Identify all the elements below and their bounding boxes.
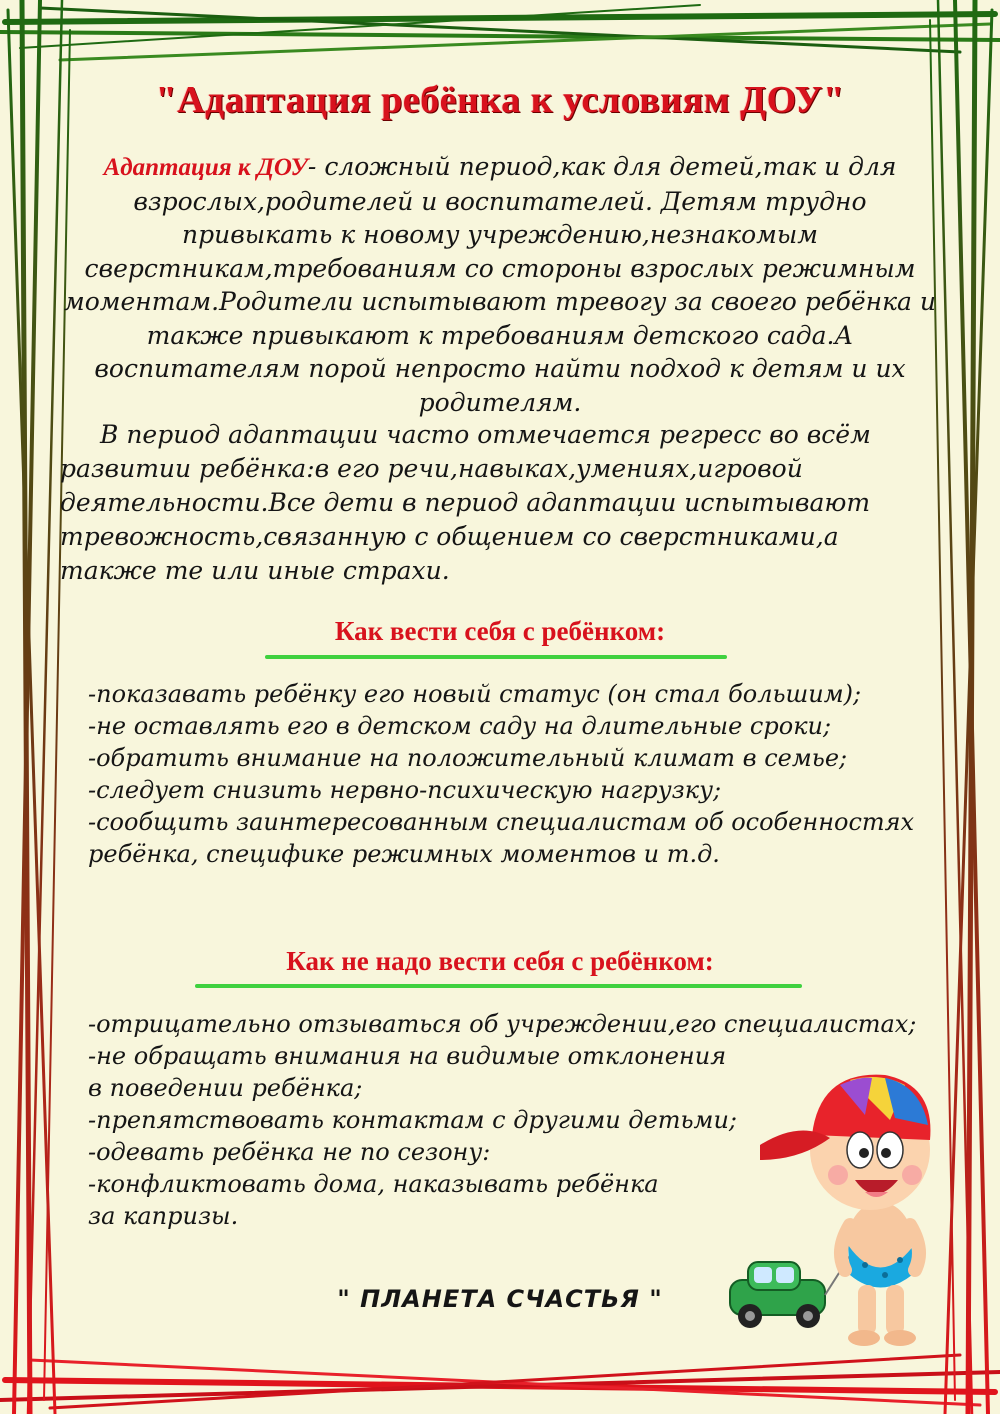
regression-paragraph	[60, 418, 940, 588]
list-item: -одевать ребёнка не по сезону:	[88, 1138, 491, 1166]
footer-signature: " ПЛАНЕТА СЧАСТЬЯ "	[337, 1285, 663, 1313]
list-item: -показавать ребёнку его новый статус (он стал большим);	[88, 680, 862, 708]
list-item: -препятствовать контактам с другими детьми;	[88, 1106, 737, 1134]
list-item: -следует снизить нервно-психическую нагрузку;	[88, 776, 722, 804]
intro-lead: Адаптация к ДОУ	[103, 154, 308, 181]
heading-how-not-to-behave: Как не надо вести себя с ребёнком:	[286, 946, 714, 976]
page-title: "Адаптация ребёнка к условиям ДОУ"	[155, 79, 845, 121]
intro-text: - сложный период,как для детей,так и для взрослых,родителей и воспитателей. Детям трудно привыкать к новому учреждению,незнакомым сверстникам,требованиям со стороны взрослых режимным моментам.Родители испытывают тревогу за своего ребёнка и также привыкают к требованиям детского сада.А воспитателям порой непросто найти подход к детям и их родителям.	[64, 152, 936, 417]
heading-underline	[265, 655, 727, 659]
regression-text: В период адаптации часто отмечается регресс во всём развитии ребёнка:в его речи,навыках,умениях,игровой деятельности.Все дети в период адаптации испытывают тревожность,связанную с общением со сверстниками,а также те или иные страхи.	[60, 420, 871, 585]
list-item: в поведении ребёнка;	[88, 1074, 363, 1102]
do-list	[88, 678, 948, 870]
list-item: -конфликтовать дома, наказывать ребёнка	[88, 1170, 659, 1198]
list-item: -сообщить заинтересованным специалистам об особенностях ребёнка, специфике режимных моментов и т.д.	[88, 808, 915, 868]
intro-paragraph	[60, 150, 940, 419]
list-item: -отрицательно отзываться об учреждении,его специалистах;	[88, 1010, 917, 1038]
heading-how-to-behave: Как вести себя с ребёнком:	[334, 616, 666, 646]
heading-underline	[195, 984, 802, 988]
list-item: -не обращать внимания на видимые отклонения	[88, 1042, 727, 1070]
list-item: за капризы.	[88, 1202, 239, 1230]
list-item: -обратить внимание на положительный климат в семье;	[88, 744, 848, 772]
list-item: -не оставлять его в детском саду на длительные сроки;	[88, 712, 832, 740]
